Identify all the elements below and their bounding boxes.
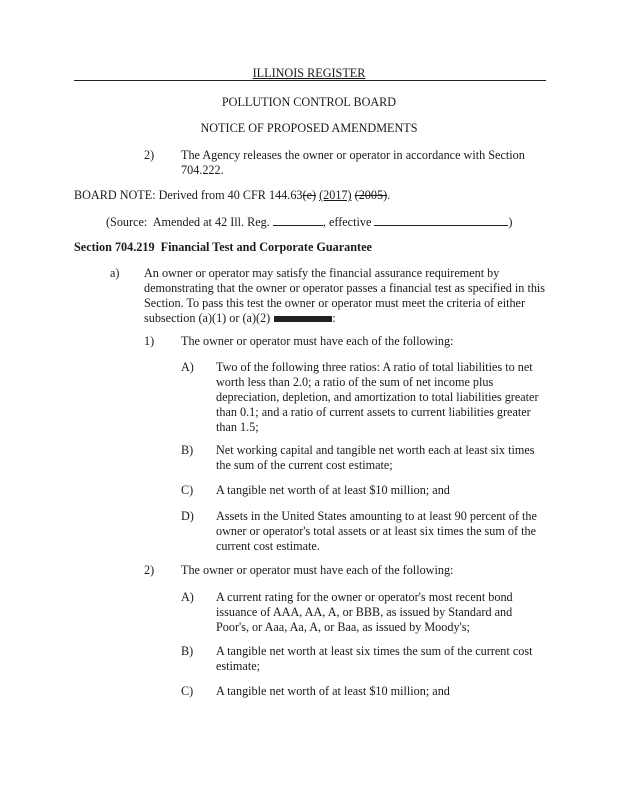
- item-1b-line: Net working capital and tangible net worth each at least six times: [216, 443, 535, 457]
- item-2a-text: [216, 590, 513, 635]
- subsection-a-last-line: [144, 311, 544, 326]
- item-1b-label: B): [181, 443, 194, 457]
- source-line: [106, 214, 512, 230]
- board-note-added-year: (2017): [319, 188, 352, 202]
- item-2-text: The owner or operator must have each of the following:: [181, 563, 454, 577]
- item-2b-text: [216, 644, 532, 674]
- prev-item-label: 2): [144, 148, 155, 162]
- item-1b-line: the sum of the current cost estimate;: [216, 458, 393, 472]
- item-1d-line: Assets in the United States amounting to at least 90 percent of the: [216, 509, 537, 523]
- subsection-a-text: [144, 266, 544, 326]
- item-2c-text: A tangible net worth of at least $10 million; and: [216, 684, 450, 698]
- register-title: [0, 66, 618, 81]
- subsection-a-line: Section. To pass this test the owner or operator must meet the criteria of either: [144, 296, 526, 310]
- item-1b-text: [216, 443, 534, 473]
- source-text-1: (Source: Amended at 42 Ill. Reg.: [106, 215, 273, 229]
- item-2a-line: issuance of AAA, AA, A, or BBB, as issued by Standard and: [216, 605, 513, 619]
- item-2b-line: estimate;: [216, 659, 260, 673]
- item-2a-line: Poor's, or Aaa, Aa, A, or Baa, as issued by Moody's;: [216, 620, 470, 634]
- item-1a-line: than 0.1; and a ratio of current assets to current liabilities greater: [216, 405, 531, 419]
- subsection-a-last-text: subsection (a)(1) or (a)(2): [144, 311, 271, 325]
- item-1d-line: owner or operator's total assets or at least six times the sum of the: [216, 524, 537, 538]
- board-title: POLLUTION CONTROL BOARD: [221, 95, 397, 109]
- subsection-a-label: a): [110, 266, 120, 280]
- section-heading: [74, 240, 372, 255]
- item-1d-text: [216, 509, 537, 554]
- item-2a-label: A): [181, 590, 194, 604]
- board-note-suffix: .: [387, 188, 391, 202]
- item-1a-line: than 1.5;: [216, 420, 259, 434]
- register-title-text: ILLINOIS REGISTER: [252, 66, 366, 80]
- item-1d-label: D): [181, 509, 194, 523]
- board-note: [74, 188, 390, 203]
- item-1a-line: worth less than 2.0; a ratio of the sum of net income plus: [216, 375, 494, 389]
- item-1a-label: A): [181, 360, 194, 374]
- subsection-a-line: An owner or operator may satisfy the financial assurance requirement by: [144, 266, 500, 280]
- source-text-2: , effective: [322, 215, 375, 229]
- section-title: Financial Test and Corporate Guarantee: [160, 240, 372, 254]
- prev-item-text: The Agency releases the owner or operator in accordance with Section 704.222.: [181, 148, 525, 177]
- subsection-a-last-suffix: :: [332, 311, 336, 325]
- source-reg-blank: [273, 214, 323, 226]
- item-1a-text: [216, 360, 539, 435]
- item-2a-line: A current rating for the owner or operator's most recent bond: [216, 590, 513, 604]
- item-1d-line: current cost estimate.: [216, 539, 320, 553]
- source-effective-blank: [374, 214, 508, 226]
- board-note-prefix: BOARD NOTE: Derived from 40 CFR 144.63: [74, 188, 303, 202]
- section-number: Section 704.219: [74, 240, 155, 254]
- item-1a-line: Two of the following three ratios: A ratio of total liabilities to net: [216, 360, 533, 374]
- subsection-a-line: demonstrating that the owner or operator passes a financial test as specified in this: [144, 281, 546, 295]
- item-2b-line: A tangible net worth at least six times the sum of the current cost: [216, 644, 533, 658]
- item-1c-text: A tangible net worth of at least $10 million; and: [216, 483, 450, 497]
- notice-title: NOTICE OF PROPOSED AMENDMENTS: [200, 121, 418, 135]
- item-1c-label: C): [181, 483, 194, 497]
- item-1a-line: depreciation, depletion, and amortization to total liabilities greater: [216, 390, 539, 404]
- item-1-label: 1): [144, 334, 155, 348]
- redaction-mark: [274, 316, 332, 322]
- item-1-text: The owner or operator must have each of the following:: [181, 334, 454, 348]
- board-note-deleted-paren: (e): [302, 188, 317, 202]
- source-text-3: ): [508, 215, 513, 229]
- item-2b-label: B): [181, 644, 194, 658]
- item-2c-label: C): [181, 684, 194, 698]
- item-2-label: 2): [144, 563, 155, 577]
- board-note-deleted-year: (2005): [354, 188, 388, 202]
